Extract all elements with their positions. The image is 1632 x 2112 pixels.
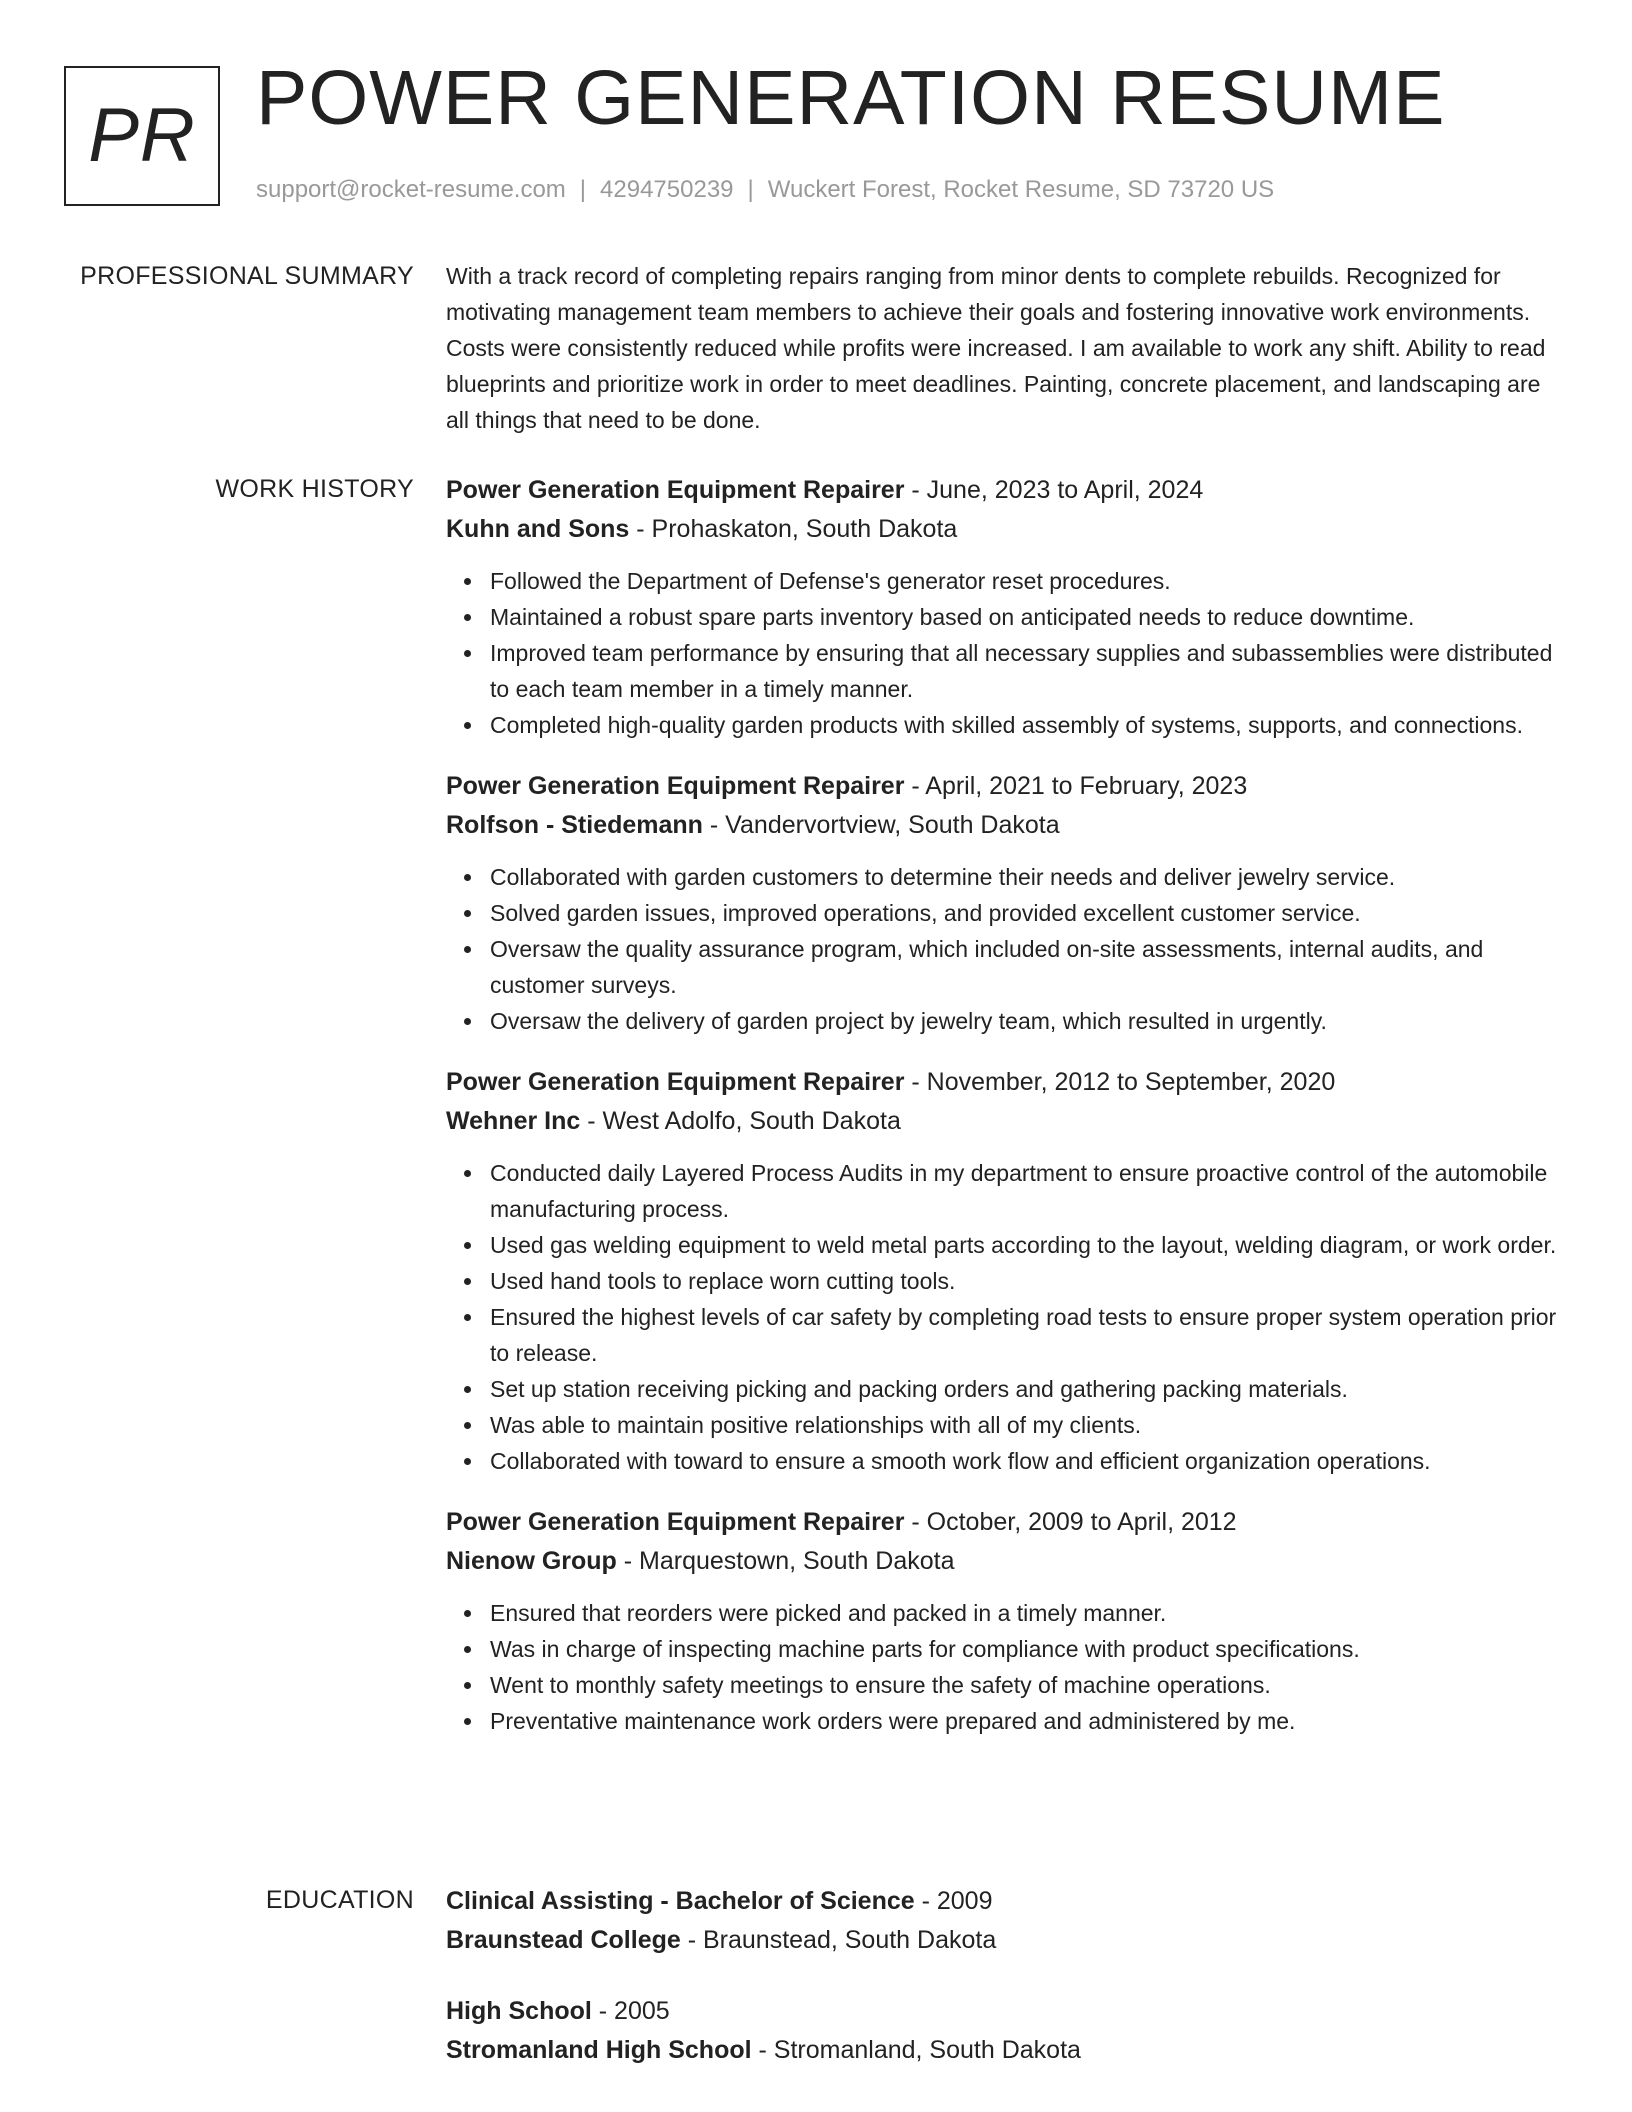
job-bullets xyxy=(446,1595,1566,1739)
job-bullet: Used gas welding equipment to weld metal parts according to the layout, welding diagram, or work order. xyxy=(490,1227,1566,1263)
education-school-line xyxy=(446,1921,1566,1960)
contact-phone[interactable]: 4294750239 xyxy=(600,176,734,203)
education-degree-line xyxy=(446,1992,1566,2031)
section-label-work-history: WORK HISTORY xyxy=(215,475,414,503)
education-school-line xyxy=(446,2031,1566,2070)
monogram-badge xyxy=(64,66,220,206)
education-entry xyxy=(446,1882,1566,1960)
job-company: Nienow Group xyxy=(446,1547,617,1575)
job-title-line xyxy=(446,767,1566,806)
job-entry xyxy=(446,1063,1566,1479)
job-bullet: Completed high-quality garden products with skilled assembly of systems, supports, and connections. xyxy=(490,707,1566,743)
education-degree: Clinical Assisting - Bachelor of Science xyxy=(446,1887,915,1915)
contact-separator: | xyxy=(747,176,754,203)
job-bullet: Collaborated with garden customers to determine their needs and deliver jewelry service. xyxy=(490,859,1566,895)
job-dates: - June, 2023 to April, 2024 xyxy=(904,476,1204,504)
education-year: - 2009 xyxy=(914,1887,993,1915)
job-title: Power Generation Equipment Repairer xyxy=(446,772,905,800)
job-bullet: Ensured the highest levels of car safety by completing road tests to ensure proper system operation prior to release. xyxy=(490,1299,1566,1371)
education-entry xyxy=(446,1992,1566,2070)
job-bullet: Oversaw the quality assurance program, which included on-site assessments, internal audits, and customer surveys. xyxy=(490,931,1566,1003)
education-body xyxy=(446,1882,1566,2102)
job-title: Power Generation Equipment Repairer xyxy=(446,476,905,504)
job-location: - Prohaskaton, South Dakota xyxy=(629,515,958,543)
job-title-line xyxy=(446,1063,1566,1102)
job-bullet: Set up station receiving picking and packing orders and gathering packing materials. xyxy=(490,1371,1566,1407)
job-bullet: Ensured that reorders were picked and packed in a timely manner. xyxy=(490,1595,1566,1631)
job-bullet: Went to monthly safety meetings to ensure the safety of machine operations. xyxy=(490,1667,1566,1703)
job-bullet: Was able to maintain positive relationships with all of my clients. xyxy=(490,1407,1566,1443)
job-bullet: Maintained a robust spare parts inventory based on anticipated needs to reduce downtime. xyxy=(490,599,1566,635)
job-title-line xyxy=(446,1503,1566,1542)
contact-line xyxy=(256,174,1274,206)
job-entry xyxy=(446,767,1566,1039)
job-bullet: Improved team performance by ensuring that all necessary supplies and subassemblies were distributed to each team member in a timely manner. xyxy=(490,635,1566,707)
job-bullets xyxy=(446,1155,1566,1479)
job-dates: - November, 2012 to September, 2020 xyxy=(904,1068,1336,1096)
education-school: Stromanland High School xyxy=(446,2036,752,2064)
education-location: - Stromanland, South Dakota xyxy=(751,2036,1081,2064)
job-location: - West Adolfo, South Dakota xyxy=(580,1107,901,1135)
education-location: - Braunstead, South Dakota xyxy=(680,1926,997,1954)
job-entry xyxy=(446,471,1566,743)
education-year: - 2005 xyxy=(591,1997,670,2025)
job-company: Rolfson - Stiedemann xyxy=(446,811,703,839)
education-degree: High School xyxy=(446,1997,592,2025)
job-company-line xyxy=(446,1102,1566,1141)
section-label-summary: PROFESSIONAL SUMMARY xyxy=(80,262,414,290)
job-company-line xyxy=(446,510,1566,549)
job-bullet: Was in charge of inspecting machine parts for compliance with product specifications. xyxy=(490,1631,1566,1667)
summary-body xyxy=(446,258,1566,438)
job-bullet: Conducted daily Layered Process Audits in my department to ensure proactive control of the automobile manufacturing process. xyxy=(490,1155,1566,1227)
page-title: POWER GENERATION RESUME xyxy=(256,55,1446,141)
work-history-body xyxy=(446,471,1566,1763)
job-company: Wehner Inc xyxy=(446,1107,581,1135)
summary-text: With a track record of completing repairs ranging from minor dents to complete rebuilds. Recognized for motivating management team members to achieve their goals and fostering innovative work environments. Costs were consistently reduced while profits were increased. I am available to work any shift. Ability to read blueprints and prioritize work in order to meet deadlines. Painting, concrete placement, and landscaping are all things that need to be done. xyxy=(446,263,1546,433)
contact-email[interactable]: support@rocket-resume.com xyxy=(256,176,566,203)
job-entry xyxy=(446,1503,1566,1739)
job-bullet: Oversaw the delivery of garden project by jewelry team, which resulted in urgently. xyxy=(490,1003,1566,1039)
job-title: Power Generation Equipment Repairer xyxy=(446,1508,905,1536)
job-bullets xyxy=(446,563,1566,743)
job-company-line xyxy=(446,806,1566,845)
job-dates: - April, 2021 to February, 2023 xyxy=(904,772,1248,800)
job-location: - Marquestown, South Dakota xyxy=(616,1547,955,1575)
job-bullet: Followed the Department of Defense's generator reset procedures. xyxy=(490,563,1566,599)
contact-separator: | xyxy=(579,176,587,203)
section-label-education: EDUCATION xyxy=(265,1886,414,1914)
monogram-text: PR xyxy=(88,93,196,178)
job-title-line xyxy=(446,471,1566,510)
education-degree-line xyxy=(446,1882,1566,1921)
job-bullet: Preventative maintenance work orders were prepared and administered by me. xyxy=(490,1703,1566,1739)
job-bullet: Collaborated with toward to ensure a smooth work flow and efficient organization operations. xyxy=(490,1443,1566,1479)
job-dates: - October, 2009 to April, 2012 xyxy=(904,1508,1237,1536)
contact-address: Wuckert Forest, Rocket Resume, SD 73720 US xyxy=(767,176,1275,203)
job-company-line xyxy=(446,1542,1566,1581)
job-company: Kuhn and Sons xyxy=(446,515,630,543)
job-title: Power Generation Equipment Repairer xyxy=(446,1068,905,1096)
education-school: Braunstead College xyxy=(446,1926,681,1954)
job-bullet: Used hand tools to replace worn cutting tools. xyxy=(490,1263,1566,1299)
job-bullet: Solved garden issues, improved operations, and provided excellent customer service. xyxy=(490,895,1566,931)
job-location: - Vandervortview, South Dakota xyxy=(702,811,1060,839)
job-bullets xyxy=(446,859,1566,1039)
